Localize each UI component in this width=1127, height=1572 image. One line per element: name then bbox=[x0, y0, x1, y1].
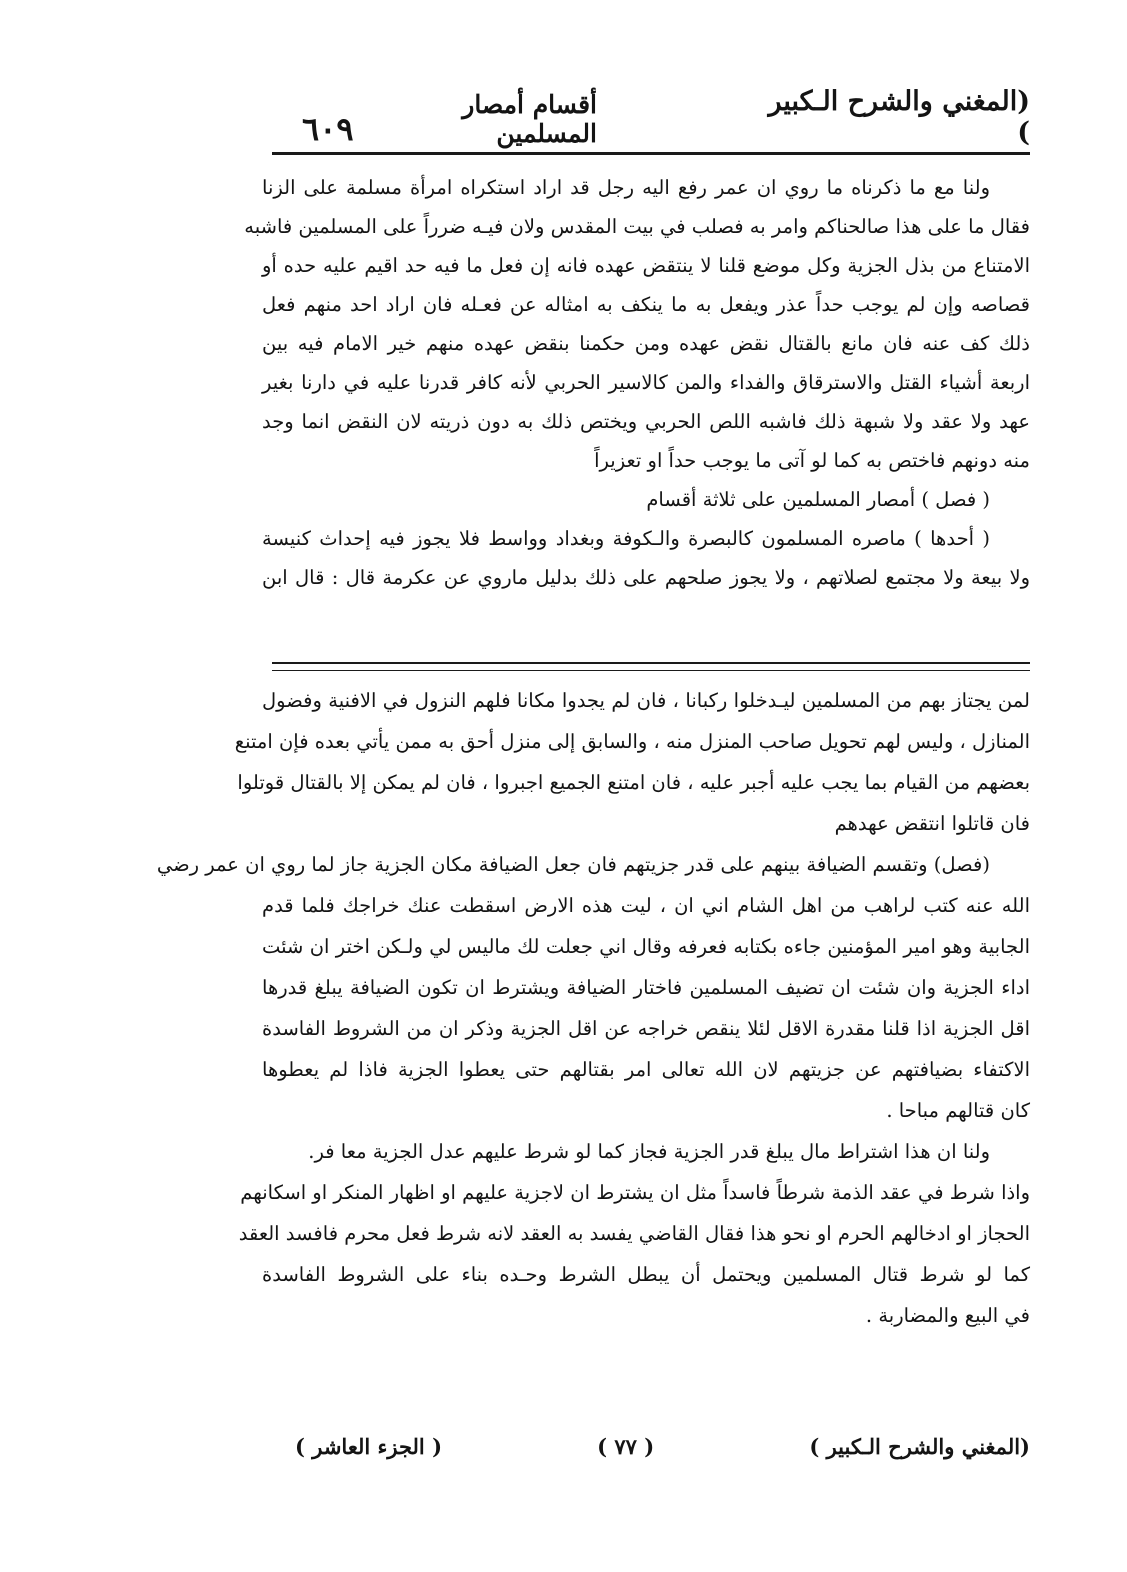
header-rule bbox=[272, 152, 1030, 155]
header-page-number: ٦٠٩ bbox=[302, 110, 354, 148]
text-line: في البيع والمضاربة . bbox=[865, 1304, 1030, 1327]
text-line: ولنا ان هذا اشتراط مال يبلغ قدر الجزية فجاز كما لو شرط عليهم عدل الجزية معا فر. bbox=[308, 1140, 990, 1163]
text-line: اربعة أشياء القتل والاسترقاق والفداء والمن كالاسير الحربي لأنه كافر قدرنا عليه في دارنا بغير bbox=[262, 371, 1030, 394]
text-line: منه دونهم فاختص به كما لو آتى ما يوجب حداً او تعزيراً bbox=[594, 449, 1030, 472]
text-line: بعضهم من القيام بما يجب عليه أجبر عليه ، فان امتنع الجميع اجبروا ، فان لم يمكن إلا بالقتال قوتلوا bbox=[237, 771, 1030, 794]
footer-volume: ( الجزء العاشر ) bbox=[295, 1433, 442, 1459]
text-line: قصاصه وإن لم يوجب حداً عذر ويفعل به ما ينكف به امثاله عن فعـله فان اراد احد منهم فعل bbox=[262, 293, 1030, 316]
section-divider-thin bbox=[272, 670, 1030, 671]
text-line: الحجاز او ادخالهم الحرم او نحو هذا فقال القاضي يفسد به العقد لانه شرط فعل محرم فافسد العقد bbox=[238, 1222, 1030, 1245]
text-line: ( أحدها ) ماصره المسلمون كالبصرة والـكوفة وبغداد وواسط فلا يجوز فيه إحداث كنيسة bbox=[262, 527, 990, 550]
section-divider bbox=[272, 662, 1030, 664]
text-line: كما لو شرط قتال المسلمين ويحتمل أن يبطل الشرط وحـده بناء على الشروط الفاسدة bbox=[262, 1263, 1030, 1286]
header-book-title: (المغني والشرح الـكبير ) bbox=[768, 86, 1030, 148]
text-line: كان قتالهم مباحا . bbox=[886, 1099, 1030, 1122]
text-line: ولا بيعة ولا مجتمع لصلاتهم ، ولا يجوز صلحهم على ذلك بدليل ماروي عن عكرمة قال : قال ابن bbox=[262, 566, 1030, 589]
text-line: ذلك كف عنه فان مانع بالقتال نقض عهده ومن حكمنا بنقض عهده منهم خير الامام فيه بين bbox=[262, 332, 1030, 355]
text-line: اداء الجزية وان شئت ان تضيف المسلمين فاختار الضيافة ويشترط ان تكون الضيافة يبلغ قدرها bbox=[262, 976, 1030, 999]
text-line: فقال ما على هذا صالحناكم وامر به فصلب في بيت المقدس ولان فيـه ضرراً على المسلمين فاشبه bbox=[244, 215, 1030, 238]
footer-page-number: ( ٧٧ ) bbox=[597, 1433, 655, 1459]
text-line: لمن يجتاز بهم من المسلمين ليـدخلوا ركبانا ، فان لم يجدوا مكانا فلهم النزول في الافنية وفضول bbox=[262, 689, 1030, 712]
lower-text-block bbox=[156, 680, 1030, 1336]
text-line: ولنا مع ما ذكرناه ما روي ان عمر رفع اليه رجل قد اراد استكراه امرأة مسلمة على الزنا bbox=[262, 176, 990, 199]
footer-book-title: (المغني والشرح الـكبير ) bbox=[809, 1433, 1030, 1459]
header-section-title: أقسام أمصار المسلمين bbox=[462, 90, 597, 148]
text-line: الامتناع من بذل الجزية وكل موضع قلنا لا ينتقض عهده فانه إن فعل ما فيه حد اقيم عليه حده أو bbox=[262, 254, 1030, 277]
text-line: الجابية وهو امير المؤمنين جاءه بكتابه فعرفه وقال اني جعلت لك ماليس لي ولـكن اختر ان شئت bbox=[262, 935, 1030, 958]
main-text-block bbox=[244, 168, 1030, 597]
text-line: الاكتفاء بضيافتهم عن جزيتهم لان الله تعالى امر بقتالهم حتى يعطوا الجزية فاذا لم يعطوها bbox=[262, 1058, 1030, 1081]
text-line: الله عنه كتب لراهب من اهل الشام اني ان ، ليت هذه الارض اسقطت عنك خراجك فلما قدم bbox=[262, 894, 1030, 917]
text-line: واذا شرط في عقد الذمة شرطاً فاسداً مثل ان يشترط ان لاجزية عليهم او اظهار المنكر او اسكانهم bbox=[240, 1181, 1030, 1204]
section-heading: (فصل) وتقسم الضيافة بينهم على قدر جزيتهم فان جعل الضيافة مكان الجزية جاز لما روي ان عمر رضي bbox=[156, 853, 990, 876]
page-header bbox=[272, 86, 1030, 148]
text-line: اقل الجزية اذا قلنا مقدرة الاقل لئلا ينقص خراجه عن اقل الجزية وذكر ان من الشروط الفاسدة bbox=[262, 1017, 1030, 1040]
text-line: المنازل ، وليس لهم تحويل صاحب المنزل منه ، والسابق إلى منزل أحق به ممن يأتي بعده فإن امتنع bbox=[234, 730, 1030, 753]
text-line: عهد ولا عقد ولا شبهة ذلك فاشبه اللص الحربي ويختص ذلك به دون ذريته لان النقض انما وجد bbox=[262, 410, 1030, 433]
page-footer bbox=[295, 1426, 1030, 1466]
text-line: فان قاتلوا انتقض عهدهم bbox=[834, 812, 1030, 835]
section-heading: ( فصل ) أمصار المسلمين على ثلاثة أقسام bbox=[646, 488, 990, 511]
